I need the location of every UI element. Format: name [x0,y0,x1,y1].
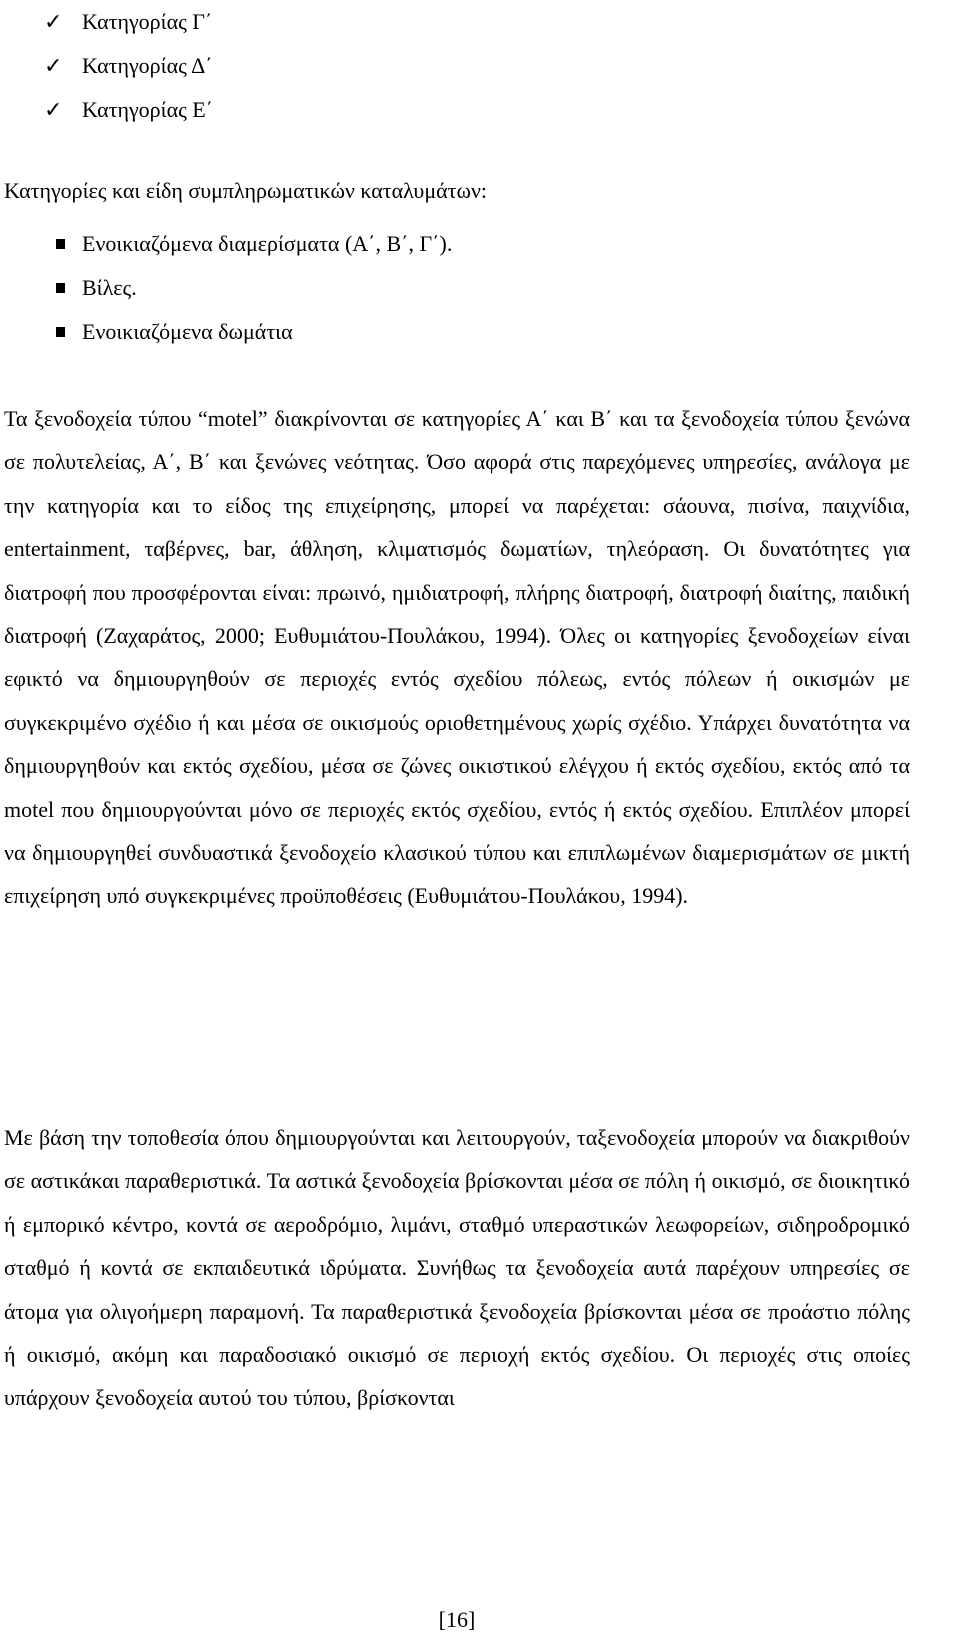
category-checklist [44,0,213,132]
checkmark-icon: ✓ [44,9,63,35]
list-item [44,44,213,88]
list-item-label: Ενοικιαζόμενα δωμάτια [82,319,293,344]
list-item-label: Κατηγορίας Γ΄ [82,9,213,34]
list-item-label: Κατηγορίας Ε΄ [82,97,214,122]
checkmark-icon: ✓ [44,53,63,79]
square-bullet-icon [56,327,65,337]
page-number: [16] [438,1607,476,1632]
square-bullet-icon [56,239,65,249]
supplementary-list [44,222,452,354]
list-item [44,222,452,266]
list-item [44,310,452,354]
supplementary-heading: Κατηγορίες και είδη συμπληρωματικών καταλυμάτων: [4,178,488,203]
body-paragraph-hotel-categories: Τα ξενοδοχεία τύπου “motel” διακρίνονται σε κατηγορίες Α΄ και Β΄ και τα ξενοδοχεία τύπου ξενώνα σε πολυτελείας, Α΄, Β΄ και ξενώνες νεότητας. Όσο αφορά στις παρεχόμενες υπηρεσίες, ανάλογα με την κατηγορία και το είδος της επιχείρησης, μπορεί να παρέχεται: σάουνα, πισίνα, παιχνίδια, entertainment, ταβέρνες, bar, άθληση, κλιματισμός δωματίων, τηλεόραση. Οι δυνατότητες για διατροφή που προσφέρονται είναι: πρωινό, ημιδιατροφή, πλήρης διατροφή, διατροφή διαίτης, παιδική διατροφή (Ζαχαράτος, 2000; Ευθυμιάτου-Πουλάκου, 1994). Όλες οι κατηγορίες ξενοδοχείων είναι εφικτό να δημιουργηθούν σε περιοχές εντός σχεδίου πόλεως, εντός πόλεων ή οικισμών με συγκεκριμένο σχέδιο ή και μέσα σε οικισμούς οριοθετημένους χωρίς σχέδιο. Υπάρχει δυνατότητα να δημιουργηθούν και εκτός σχεδίου, μέσα σε ζώνες οικιστικού ελέγχου ή εκτός σχεδίου, εκτός από τα motel που δημιουργούνται μόνο σε περιοχές εκτός σχεδίου, εντός ή εκτός σχεδίου. Επιπλέον μπορεί να δημιουργηθεί συνδυαστικά ξενοδοχείο κλασικού τύπου και επιπλωμένων διαμερισμάτων σε μικτή επιχείρηση υπό συγκεκριμένες προϋποθέσεις (Ευθυμιάτου-Πουλάκου, 1994). [4,406,910,909]
body-paragraph-hotel-location: Με βάση την τοποθεσία όπου δημιουργούνται και λειτουργούν, ταξενοδοχεία μπορούν να διακριθούν σε αστικάκαι παραθεριστικά. Τα αστικά ξενοδοχεία βρίσκονται μέσα σε πόλη ή οικισμό, σε διοικητικό ή εμπορικό κέντρο, κοντά σε αεροδρόμιο, λιμάνι, σταθμό υπεραστικών λεωφορείων, σιδηροδρομικό σταθμό ή κοντά σε εκπαιδευτικά ιδρύματα. Συνήθως τα ξενοδοχεία αυτά παρέχουν υπηρεσίες σε άτομα για ολιγοήμερη παραμονή. Τα παραθεριστικά ξενοδοχεία βρίσκονται μέσα σε προάστιο πόλης ή οικισμό, ακόμη και παραδοσιακό οικισμό σε περιοχή εκτός σχεδίου. Οι περιοχές στις οποίες υπάρχουν ξενοδοχεία αυτού του τύπου, βρίσκονται [4,1125,910,1411]
list-item-label: Κατηγορίας Δ΄ [82,53,213,78]
list-item-label: Ενοικιαζόμενα διαμερίσματα (Α΄, Β΄, Γ΄). [82,231,453,256]
list-item [44,88,213,132]
list-item-label: Βίλες. [82,275,137,300]
checkmark-icon: ✓ [44,97,63,123]
square-bullet-icon [56,283,65,293]
list-item [44,266,452,310]
list-item [44,0,213,44]
